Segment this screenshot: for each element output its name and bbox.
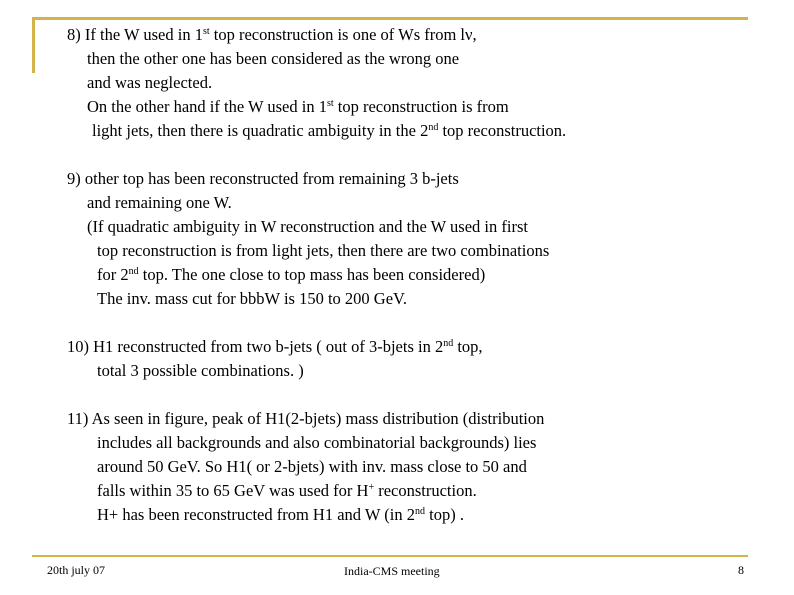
bottom-accent-rule: [32, 555, 748, 557]
p11-line-1: 11) As seen in figure, peak of H1(2-bjets) mass distribution (distribution: [67, 409, 545, 428]
p8-line-2: then the other one has been considered as the wrong one: [87, 49, 460, 68]
p8-line-4: On the other hand if the W used in 1st top reconstruction is from: [87, 97, 509, 116]
footer-date: 20th july 07: [47, 563, 106, 577]
p9-line-3: (If quadratic ambiguity in W reconstruction and the W used in first: [87, 217, 528, 236]
p9-line-6: The inv. mass cut for bbbW is 150 to 200 GeV.: [97, 289, 407, 308]
p8-line-3: and was neglected.: [87, 73, 213, 92]
footer-page-number: 8: [738, 563, 744, 577]
p10-line-2: total 3 possible combinations. ): [97, 361, 304, 380]
top-accent-rule: [32, 17, 748, 20]
p8-line-5: light jets, then there is quadratic ambiguity in the 2nd top reconstruction.: [92, 121, 567, 140]
left-accent-rule: [32, 17, 35, 73]
p11-line-3: around 50 GeV. So H1( or 2-bjets) with inv. mass close to 50 and: [97, 457, 527, 476]
footer-meeting: India-CMS meeting: [344, 564, 440, 578]
p11-line-5: H+ has been reconstructed from H1 and W (in 2nd top) .: [97, 505, 464, 524]
p9-line-4: top reconstruction is from light jets, then there are two combinations: [97, 241, 550, 260]
p10-line-1: 10) H1 reconstructed from two b-jets ( out of 3-bjets in 2nd top,: [67, 337, 483, 356]
p9-line-5: for 2nd top. The one close to top mass has been considered): [97, 265, 486, 284]
p9-line-2: and remaining one W.: [87, 193, 232, 212]
p9-line-1: 9) other top has been reconstructed from remaining 3 b-jets: [67, 169, 459, 188]
p8-line-1: 8) If the W used in 1st top reconstruction is one of Ws from lν,: [67, 25, 477, 44]
p11-line-4: falls within 35 to 65 GeV was used for H+ reconstruction.: [97, 481, 477, 500]
p11-line-2: includes all backgrounds and also combinatorial backgrounds) lies: [97, 433, 537, 452]
